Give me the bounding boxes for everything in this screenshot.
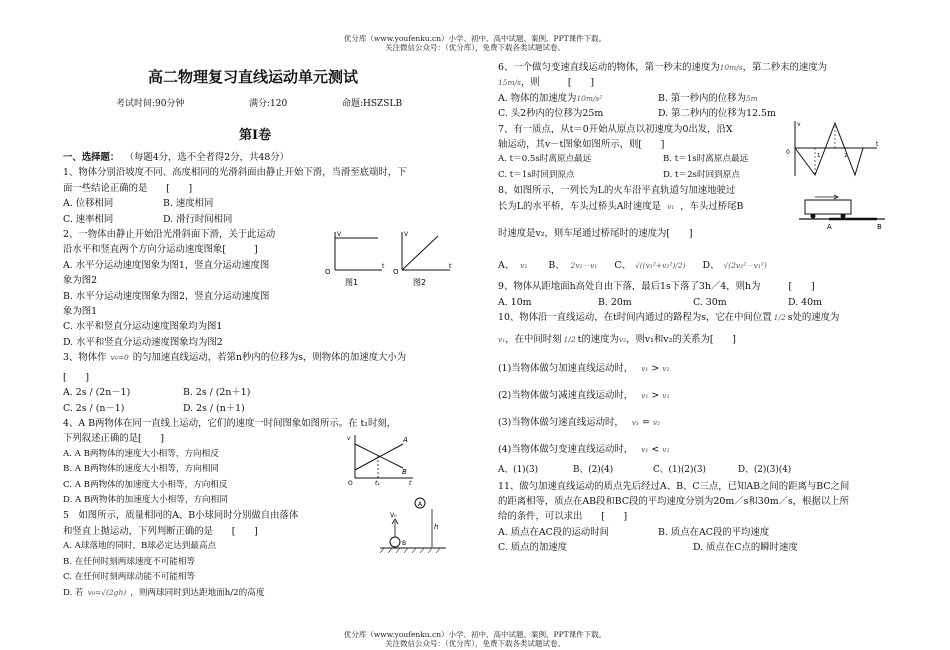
q6-option-a-text: A. 物体的加速度为	[498, 92, 577, 104]
q10-v1: v₁	[498, 334, 506, 344]
q3-option-c[interactable]: C. 2s / (n－1)	[63, 402, 125, 414]
q2-line1: 2、一物体由静止开始沿光滑斜面下滑，关于此运动	[63, 229, 276, 241]
fig2-t-axis: t	[449, 263, 452, 270]
q1-option-d[interactable]: D. 滑行时间相同	[163, 213, 233, 225]
q3-options-ab	[63, 385, 453, 400]
q10-option-b[interactable]: B、(2)(4)	[573, 465, 614, 476]
q7-t-axis: t	[876, 141, 879, 148]
q4-line-a: A	[403, 436, 408, 444]
q3-text-a: 3、物体作	[63, 352, 107, 364]
q10-item-3	[498, 409, 898, 436]
bridge-a-label: A	[827, 223, 832, 231]
fig1-label: 图1	[345, 278, 359, 287]
exam-score: 满分:120	[249, 99, 288, 109]
q10-item-1-text: (1)当物体做匀加速直线运动时，	[498, 363, 634, 375]
q4-option-b[interactable]: B. A B两物体的速度大小相等，方向相同	[63, 464, 219, 475]
v0-label: V₀	[390, 512, 397, 519]
q7-origin: 0	[786, 149, 790, 156]
q7-vt-figure	[785, 118, 885, 180]
q6-text-c: ，则 [ ]	[521, 77, 594, 89]
q5-line2: 和竖直上抛运动，下列判断正确的是 [ ]	[63, 525, 258, 537]
q4-line1: 4、A B两物体在同一直线上运动，它们的速度一时间图象如图所示。在 t₁时刻，	[63, 417, 397, 429]
q1-option-c[interactable]: C. 速率相同	[63, 213, 114, 225]
exam-time: 考试时间:90分钟	[116, 99, 185, 109]
q10-option-a[interactable]: A、(1)(3)	[498, 465, 539, 476]
q4-origin: O	[348, 480, 353, 486]
q1-option-b[interactable]: B. 速度相同	[163, 198, 214, 210]
q10-item-4-v1: v₁	[641, 445, 649, 455]
q2-option-d[interactable]: D. 水平和竖直分运动速度图象均为图2	[63, 336, 223, 348]
q6-line2	[498, 75, 898, 90]
q9-option-a[interactable]: A. 10m	[498, 296, 532, 308]
q10-frac: 1/2	[773, 313, 786, 323]
q11-line2: 的距离相等，质点在AB段和BC段的平均速度分别为20m／s和30m／s，根据以上所	[498, 495, 850, 507]
page-title: 高二物理复习直线运动单元测试	[148, 68, 359, 86]
height-h: h	[434, 523, 439, 531]
q7-option-d[interactable]: D. t＝2s时回到原点	[663, 169, 740, 180]
fig1-t-axis: t	[382, 263, 385, 270]
q10-item-3-v1: v₁	[631, 418, 640, 428]
q7-option-b[interactable]: B. t＝1s时离原点最远	[663, 154, 749, 165]
q6-v1: 10m/s	[719, 63, 743, 72]
q6-option-b-formula: 5m	[745, 93, 758, 103]
q8-option-b-formula: 2v₂－v₁	[570, 261, 598, 271]
q2-option-a2: 象为图2	[63, 275, 98, 287]
q11-option-c[interactable]: C. 质点的加速度	[498, 542, 568, 554]
ball-a-label: A	[418, 501, 423, 508]
q8-option-a-formula: v₂	[520, 261, 528, 271]
q8-option-a-label[interactable]: A、	[498, 260, 515, 272]
q4-t1: t₁	[375, 480, 380, 486]
q7-line1: 7、有一质点，从t＝0开始从原点以初速度为0出发，沿X	[498, 123, 733, 135]
q4-option-d[interactable]: D. A B两物体的加速度大小相等，方向相同	[63, 494, 228, 505]
q8-line1: 8、如图所示，一列长为L的火车沿平直轨道匀加速地驶过	[498, 185, 736, 197]
q10-option-d[interactable]: D、(2)(3)(4)	[738, 465, 792, 476]
q10-frac2: 1/2	[563, 334, 576, 344]
q1-line2: 面一些结论正确的是 [ ]	[63, 182, 193, 194]
footer-line2: 关注微信公众号：（优分库），免费下载各类试题试卷。	[385, 639, 565, 648]
q2-option-c[interactable]: C. 水平和竖直分运动速度图象均为图1	[63, 321, 223, 333]
q8-option-d-formula: √(2v₂²－v₁²)	[723, 261, 767, 271]
header-line2: 关注微信公众号：（优分库），免费下载各类试题试卷。	[385, 43, 565, 52]
q9-option-b[interactable]: B. 20m	[598, 296, 632, 308]
q5d-text-a: D. 若	[63, 588, 84, 599]
q11-options-ab	[498, 525, 898, 540]
q10-options	[498, 463, 898, 478]
q10-item-4-text: (4)当物体做匀变速直线运动时，	[498, 444, 634, 456]
q4-line-b: B	[402, 468, 407, 476]
q4-line2: 下列叙述正确的是[ ]	[63, 433, 165, 445]
q8-train-figure	[797, 192, 887, 234]
q3-option-a[interactable]: A. 2s / (2n－1)	[63, 387, 131, 399]
q10-text-a: 10、物体沿一直线运动，在t时间内通过的路程为s，它在中间位置	[498, 312, 772, 324]
figure-1	[325, 231, 385, 287]
q6-text-b: ，第二秒末的速度为	[742, 62, 828, 73]
fig1-v-axis: V	[337, 231, 342, 238]
q10-item-4-v2: v₂	[662, 445, 670, 455]
q4-v-axis: v	[347, 435, 351, 442]
q3-option-b[interactable]: B. 2s / (2n＋1)	[183, 387, 251, 399]
q6-v2: 15m/s	[498, 78, 522, 88]
q11-option-d[interactable]: D. 质点在C点的瞬时速度	[693, 542, 798, 554]
q10-item-1	[498, 355, 898, 382]
q3-formula: v₀=0	[110, 353, 129, 363]
part1-heading	[63, 150, 453, 165]
q9-option-d[interactable]: D. 40m	[788, 296, 822, 308]
bridge-b-label: B	[877, 223, 882, 231]
q10-item-4	[498, 436, 898, 463]
q6-option-a[interactable]	[498, 91, 658, 106]
q10-item-1-v1: v₁	[641, 364, 649, 374]
q1-option-a[interactable]: A. 位移相同	[63, 198, 114, 210]
q6-option-d[interactable]: D. 第二秒内的位移为12.5m	[658, 108, 776, 120]
q10-item-2	[498, 382, 898, 409]
q8-v1: v₁	[667, 201, 675, 211]
q4-option-a[interactable]: A. A B两物体的速度大小相等，方向相反	[63, 448, 219, 459]
q5d-text-b: ，则两球同时到达距地面h/2的高度	[130, 588, 265, 599]
q1-options-cd	[63, 212, 453, 227]
q10-text-d: t的速度为	[577, 333, 619, 345]
q4-option-c[interactable]: C. A B两物体的加速度大小相等，方向相反	[63, 479, 228, 490]
q2-line2: 沿水平和竖直两个方向分运动速度图象[ ]	[63, 244, 258, 256]
q10-text-b: s处的速度为	[787, 312, 840, 324]
q1-line1: 1、物体分别沿坡度不同、高度相同的光滑斜面由静止开始下滑，当滑至底端时，下	[63, 167, 407, 179]
q8-option-c-label[interactable]: C、	[614, 260, 631, 272]
q6-options-ab	[498, 91, 898, 106]
q5-option-d[interactable]	[63, 585, 453, 601]
q10-item-2-rel: >	[651, 390, 660, 402]
q10-items	[498, 355, 898, 463]
q7-option-c[interactable]: C. t＝1s时回到原点	[498, 169, 575, 180]
q2-option-b2: 象为图1	[63, 306, 98, 318]
q11-option-b[interactable]: B. 质点在AC段的平均速度	[658, 526, 770, 538]
q10-item-1-v2: v₂	[662, 364, 670, 374]
q10-item-3-v2: v₂	[652, 418, 661, 428]
q10-text-e: ，则v₁和v₂的关系为[ ]	[626, 333, 736, 345]
q3-option-d[interactable]: D. 2s / (n＋1)	[183, 402, 245, 414]
q6-option-b-text: B. 第一秒内的位移为	[658, 92, 746, 104]
q5-option-b[interactable]: B. 在任何时刻两球速度不可能相等	[63, 556, 196, 567]
q3-text-b: 的匀加速直线运动，若第n秒内的位移为s，则物体的加速度大小为	[132, 352, 407, 364]
footer-line1: 优分库（www.youfenku.cn）小学、初中、高中试题、案例、PPT课件下载。	[343, 630, 607, 639]
q2-option-b1[interactable]: B. 水平分运动速度图象为图2，竖直分运动速度图	[63, 290, 270, 302]
q3-line1	[63, 350, 453, 365]
q6-option-a-formula: 10m/s²	[576, 93, 603, 103]
q3-options-cd	[63, 401, 453, 416]
q9-line: 9、物体从距地面h高处自由下落，最后1s下落了3h／4，则h为 [ ]	[498, 281, 815, 293]
q10-item-2-text: (2)当物体做匀减速直线运动时，	[498, 390, 634, 402]
q10-item-2-v1: v₁	[641, 391, 649, 401]
part1-note: （每题4分，选不全者得2分，共48分）	[129, 152, 290, 163]
q10-item-3-rel: =	[642, 417, 650, 429]
q6-option-c[interactable]: C. 头2秒内的位移为25m	[498, 108, 604, 120]
q2-option-a1[interactable]: A. 水平分运动速度图象为图1，竖直分运动速度图	[63, 259, 270, 271]
q2-figures	[320, 228, 460, 290]
q7-v-axis: v	[797, 121, 801, 128]
part1-label: 一、选择题：	[63, 152, 120, 163]
q1-options-ab	[63, 196, 453, 211]
q3-bracket: [ ]	[63, 371, 90, 383]
q10-line2	[498, 332, 898, 347]
fig2-origin: O	[393, 268, 399, 276]
q8-text-b: ，车头过桥尾B	[680, 200, 744, 212]
q7-option-a[interactable]: A. t＝0.5s时离原点最远	[498, 154, 592, 165]
fig2-v-axis: V	[404, 231, 409, 238]
q5-figure	[378, 495, 448, 557]
fig2-label: 图2	[413, 278, 427, 287]
fig1-origin: O	[325, 268, 331, 276]
q10-option-c[interactable]: C、(1)(2)(3)	[653, 465, 706, 476]
header-line1: 优分库（www.youfenku.cn）小学、初中、高中试题、案例、PPT课件下载。	[343, 34, 607, 43]
section-title: 第Ⅰ卷	[239, 128, 272, 143]
q8-options	[498, 255, 898, 277]
q10-item-4-rel: <	[651, 444, 660, 456]
q4-t-axis: t	[409, 480, 412, 486]
q10-v2: v₂	[618, 334, 627, 344]
figure-2	[393, 231, 452, 287]
q10-item-1-rel: >	[651, 363, 660, 375]
q5d-formula: v₀=√(2gh)	[87, 588, 127, 598]
q8-text-a: 长为L的水平桥，车头过桥头A时速度是	[498, 200, 661, 212]
q11-line1: 11、做匀加速直线运动的质点先后经过A、B、C三点，已知AB之间的距离与BC之间	[498, 480, 850, 492]
q7-tick-1: 1	[817, 153, 821, 159]
q8-line3: 时速度是v₂，则车尾通过桥尾时的速度为[ ]	[498, 228, 693, 240]
q6-option-b[interactable]	[658, 91, 758, 106]
q10-line1	[498, 310, 898, 325]
q5-option-c[interactable]: C. 在任何时刻两球动能不可能相等	[63, 571, 196, 582]
q4-vt-figure	[345, 432, 417, 486]
q11-line3: 给的条件，可以求出 [ ]	[498, 511, 628, 523]
q8-option-d-label[interactable]: D、	[702, 260, 720, 272]
q8-option-b-label[interactable]: B、	[548, 260, 565, 272]
q10-item-3-text: (3)当物体做匀速直线运动时，	[498, 417, 624, 429]
q6-line1	[498, 60, 898, 75]
q5-option-a[interactable]: A. A球落地的同时，B球必定达到最高点	[63, 541, 217, 552]
q11-option-a[interactable]: A. 质点在AC段的运动时间	[498, 526, 610, 538]
q5-line1: 5 如图所示，质量相同的A、B小球同时分别做自由落体	[63, 510, 299, 522]
q8-option-c-formula: √((v₁²+v₂²)/2)	[634, 261, 686, 271]
q10-text-c: ，在中间时刻	[505, 333, 562, 345]
exam-author: 命题:HSZSLB	[342, 99, 403, 109]
q6-text-a: 6、一个做匀变速直线运动的物体，第一秒末的速度为	[498, 62, 720, 73]
q10-item-2-v2: v₂	[662, 391, 670, 401]
q11-options-cd	[498, 540, 898, 555]
ball-b-icon	[390, 537, 400, 547]
q9-option-c[interactable]: C. 30m	[693, 296, 727, 308]
q9-options	[498, 295, 898, 310]
train-icon	[805, 200, 851, 214]
ball-b-label: B	[402, 540, 407, 547]
q7-line2: 轴运动，其v－t图象如图所示，则[ ]	[498, 139, 665, 151]
q7-tick-2: 2	[844, 153, 848, 159]
